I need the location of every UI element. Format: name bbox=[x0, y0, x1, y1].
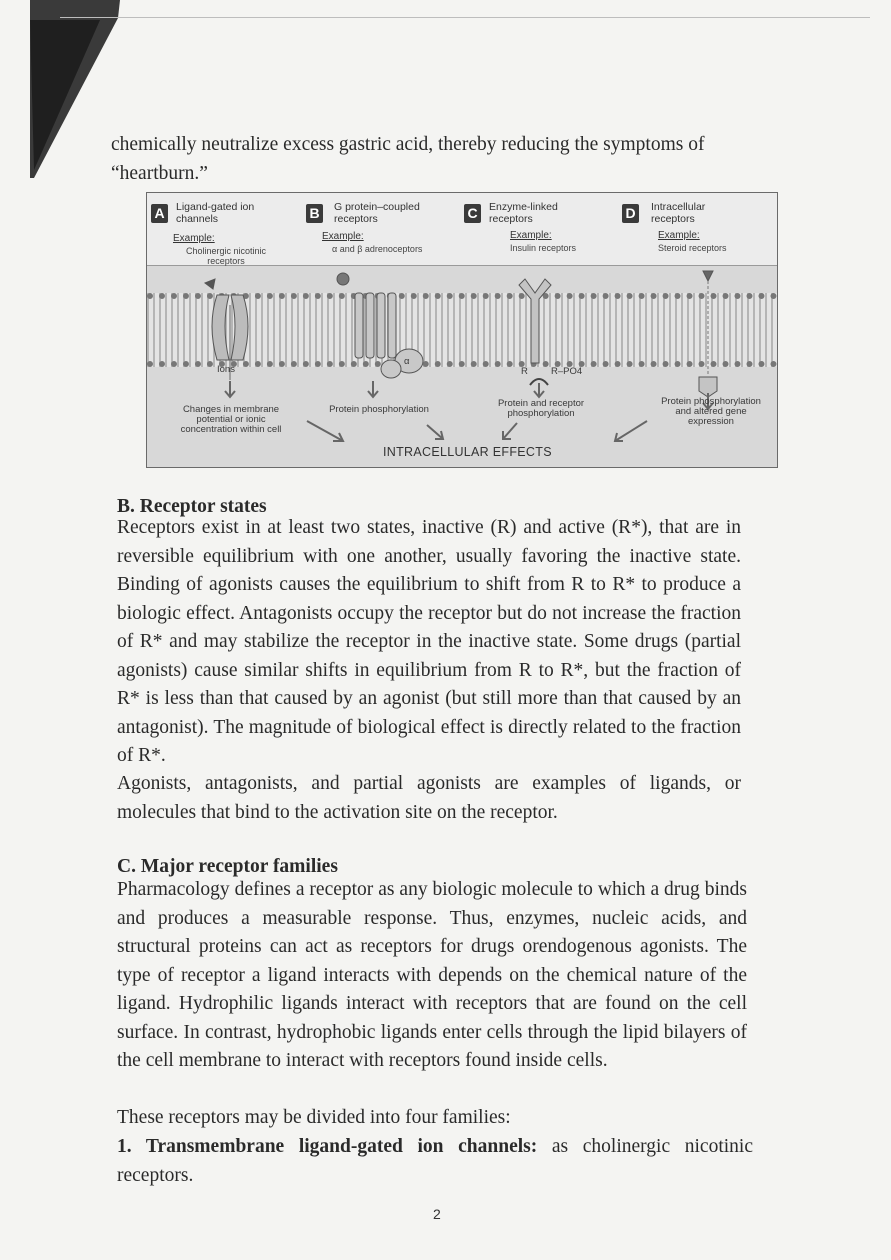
panel-d-example: Steroid receptors bbox=[658, 243, 727, 253]
effect-a-label: Changes in membrane potential or ionic concentration within cell bbox=[180, 404, 282, 435]
section-c-paragraph-1: Pharmacology defines a receptor as any biologic molecule to which a drug binds and produces a measurable response. Thus, enzymes, nucleic acids, and structural proteins can act as receptors for drugs orendogenous agonists. The type of receptor a ligand interacts with depends on the chemical nature of the ligand. Hydrophilic ligands interact with receptors that are found on the cell surface. In contrast, hydrophobic ligands enter cells through the lipid bilayers of the cell membrane to interact with receptors found inside cells. bbox=[117, 879, 747, 1071]
panel-b bbox=[302, 193, 461, 266]
panel-c bbox=[460, 193, 619, 266]
receptor-r-label: R bbox=[521, 366, 528, 377]
scan-top-edge bbox=[60, 17, 870, 18]
effect-arrows bbox=[225, 381, 713, 441]
g-protein-receptor-icon bbox=[337, 273, 423, 378]
panel-d bbox=[618, 193, 777, 266]
section-c-heading: C. Major receptor families bbox=[117, 856, 338, 877]
receptor-family-item-1-text: as cholinergic nicotinic receptors. bbox=[117, 1136, 753, 1186]
panel-a-example-label: Example: bbox=[173, 233, 215, 244]
panel-a bbox=[147, 193, 303, 266]
panel-d-title: Intracellular receptors bbox=[651, 201, 706, 225]
receptor-family-item-1 bbox=[117, 1133, 753, 1190]
receptor-family-item-1-title: 1. Transmembrane ligand-gated ion channels: bbox=[117, 1136, 538, 1157]
alpha-subunit-label: α bbox=[404, 356, 410, 367]
intracellular-effects-label: INTRACELLULAR EFFECTS bbox=[383, 445, 552, 459]
panel-b-badge: B bbox=[306, 204, 323, 223]
panel-b-title: G protein–coupled receptors bbox=[334, 201, 420, 225]
panel-c-example: Insulin receptors bbox=[510, 243, 577, 253]
intracellular-receptor-icon bbox=[699, 271, 717, 397]
section-b-paragraph-2: Agonists, antagonists, and partial agonists are examples of ligands, or molecules that bind to the activation site on the receptor. bbox=[117, 773, 741, 823]
ions-label: Ions bbox=[217, 364, 235, 375]
section-b-paragraph-1: Receptors exist in at least two states, inactive (R) and active (R*), that are in reversible equilibrium with one another, usually favoring the inactive state. Binding of agonists causes the equilibrium to shift from R to R* to produce a biologic effect. Antagonists occupy the receptor but do not increase the fraction of R* and may stabilize the receptor in the inactive state. Some drugs (partial agonists) cause similar shifts in equilibrium from R to R*, but the fraction of R* is less than that caused by an agonist (but still more than that caused by an antagonist). The magnitude of biological effect is directly related to the fraction of R*. bbox=[117, 517, 741, 766]
panel-a-example: Cholinergic nicotinic receptors bbox=[185, 246, 267, 266]
effect-d-label: Protein phosphorylation and altered gene expression bbox=[661, 396, 761, 427]
panel-b-example: α and β adrenoceptors bbox=[332, 244, 423, 254]
panel-c-title: Enzyme-linked receptors bbox=[489, 201, 558, 225]
panel-d-badge: D bbox=[622, 204, 639, 223]
intro-paragraph: chemically neutralize excess gastric acid, thereby reducing the symptoms of “heartburn.” bbox=[111, 134, 705, 184]
panel-c-badge: C bbox=[464, 204, 481, 223]
panel-a-badge: A bbox=[151, 204, 168, 223]
page-number: 2 bbox=[433, 1206, 441, 1222]
section-c-paragraph-2: These receptors may be divided into four families: bbox=[117, 1107, 511, 1128]
receptor-drawings bbox=[147, 265, 777, 467]
effect-c-label: Protein and receptor phosphorylation bbox=[497, 398, 585, 419]
receptor-families-figure bbox=[146, 192, 778, 468]
scan-corner-shadow bbox=[0, 0, 120, 180]
receptor-phosphate-label: R–PO4 bbox=[551, 366, 583, 377]
effect-b-label: Protein phosphorylation bbox=[329, 404, 429, 415]
panel-a-title: Ligand-gated ion channels bbox=[176, 201, 255, 225]
section-b-heading: B. Receptor states bbox=[117, 496, 267, 517]
panel-d-example-label: Example: bbox=[658, 230, 700, 241]
panel-c-example-label: Example: bbox=[510, 230, 552, 241]
panel-b-example-label: Example: bbox=[322, 231, 364, 242]
